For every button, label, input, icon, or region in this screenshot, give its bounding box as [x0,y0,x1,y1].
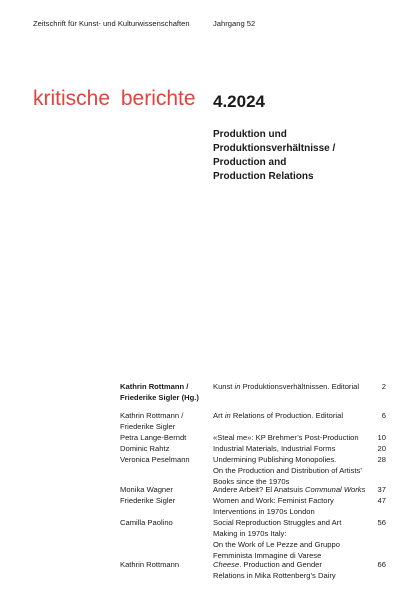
title-italic-text: Cheese [213,560,240,569]
toc-author [120,432,212,443]
title-line [213,410,383,421]
toc-page-number: 47 [377,496,386,505]
title-text: Relations of Production. Editorial [230,411,344,420]
author-line: Kathrin Rottmann / [120,382,189,391]
title-text: Books since the 1970s [213,477,290,486]
toc-title [213,443,383,454]
title-line [213,506,383,517]
title-text: «Steal me»: KP Brehmer’s Post-Production [213,433,359,442]
toc-author [120,517,212,528]
title-line [213,432,383,443]
author-line: Dominic Rahtz [120,444,170,453]
toc-author [120,495,212,506]
toc-author [120,381,212,403]
author-line: Monika Wagner [120,485,173,494]
toc-title [213,517,383,561]
title-italic-text: in [224,411,231,420]
title-text: Art [213,411,225,420]
title-text: Making in 1970s Italy: [213,529,287,538]
toc-page-number: 10 [377,433,386,442]
toc-page-number: 37 [377,485,386,494]
title-line [213,539,383,550]
title-text: Industrial Materials, Industrial Forms [213,444,336,453]
author-line: Veronica Peselmann [120,455,190,464]
title-line [213,465,383,476]
title-text: Kunst [213,382,235,391]
volume-label: Jahrgang 52 [213,19,256,28]
toc-author [120,410,212,432]
title-line [213,528,383,539]
toc-title [213,410,383,421]
theme-line: Produktion und [213,129,287,140]
toc-title [213,559,383,581]
toc-title [213,432,383,443]
title-text: Interventions in 1970s London [213,507,315,516]
theme-line: Produktionsverhältnisse / [213,143,336,154]
title-italic-text: in [234,382,241,391]
title-text: Women and Work: Feminist Factory [213,496,334,505]
title-italic-text: Communal Works [305,485,366,494]
title-line [213,484,383,495]
toc-page-number: 28 [377,455,386,464]
toc-page-number: 20 [377,444,386,453]
title-text: Social Reproduction Struggles and Art [213,518,342,527]
toc-author [120,484,212,495]
title-line [213,454,383,465]
toc-page-number: 56 [377,518,386,527]
title-text: . Production and Gender [239,560,322,569]
theme-line: Production Relations [213,171,314,182]
title-line [213,495,383,506]
author-line: Camilla Paolino [120,518,173,527]
toc-title [213,495,383,517]
toc-title [213,381,383,392]
toc-page-number: 2 [381,382,386,391]
journal-subtitle: Zeitschrift für Kunst- und Kulturwissenschaften [33,19,190,28]
author-line: Kathrin Rottmann / [120,411,184,420]
toc-author [120,454,212,465]
title-line [213,517,383,528]
author-line: Friederike Sigler [120,422,176,431]
title-text: Andere Arbeit? El Anatsuis [213,485,306,494]
title-line [213,570,383,581]
author-line: Friederike Sigler (Hg.) [120,393,199,402]
toc-author [120,559,212,570]
journal-title: kritische berichte [33,87,196,110]
title-line [213,381,383,392]
title-text: Femminista Immagine di Varese [213,551,322,560]
title-line [213,559,383,570]
title-text: Relations in Mika Rottenberg’s Dairy [213,571,336,580]
title-text: On the Production and Distribution of Artists’ [213,466,362,475]
author-line: Kathrin Rottmann [120,560,180,569]
issue-theme [213,128,335,184]
title-text: Undermining Publishing Monopolies. [213,455,337,464]
title-line [213,443,383,454]
author-line: Friederike Sigler [120,496,176,505]
theme-line: Production and [213,157,287,168]
toc-title [213,454,383,487]
toc-page-number: 66 [377,560,386,569]
toc-page-number: 6 [381,411,386,420]
author-line: Petra Lange-Berndt [120,433,187,442]
issue-number: 4.2024 [213,92,265,111]
toc-author [120,443,212,454]
title-text: Produktionsverhältnissen. Editorial [240,382,360,391]
toc-title [213,484,383,495]
title-text: On the Work of Le Pezze and Gruppo [213,540,340,549]
